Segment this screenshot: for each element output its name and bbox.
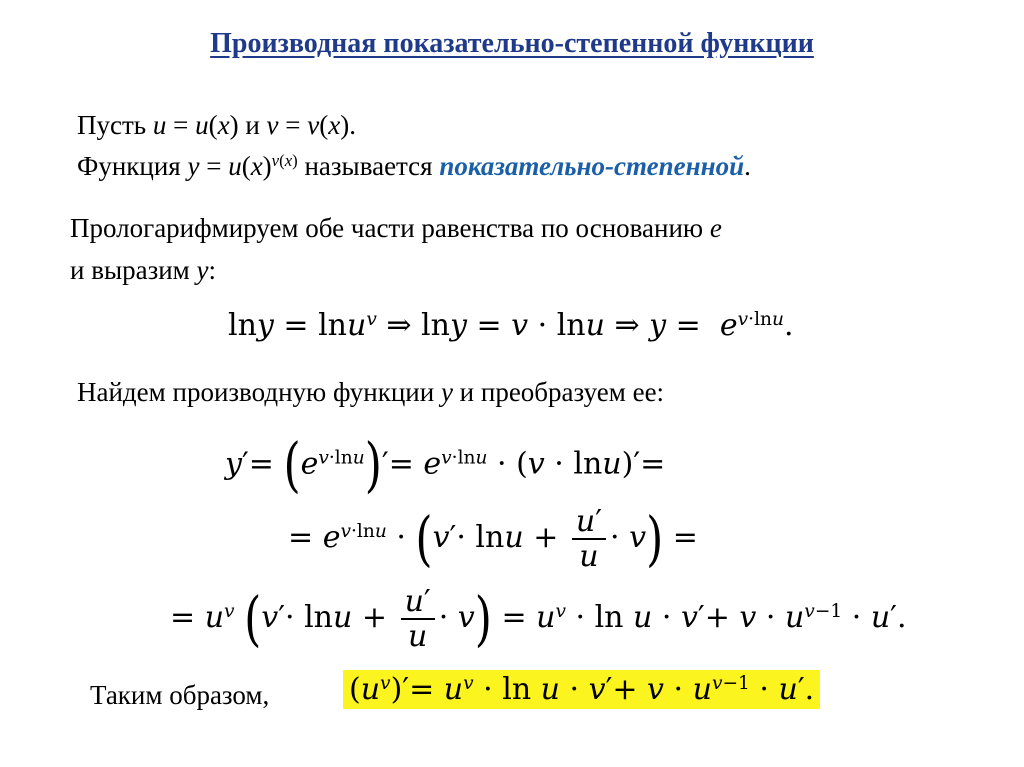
- logarithm-instruction-line-2: и выразим y:: [70, 255, 217, 285]
- formula-derivative-line-2: = $e^{v\cdot lnu} \cdot (v'\cdot \ln u$ + $\frac{u'}{u}$ · v) =: [288, 504, 698, 574]
- definition-line-1: Пусть u = u(x) и v = v(x).: [77, 110, 356, 140]
- formula-derivative-line-3: = $u^v$ (v′· lnu + $\frac{u'}{u}$ · $v) = u^v \cdot \ln u \cdot v'+ v \cdot u^{v-1} \cdot u'$.: [170, 584, 907, 654]
- base-e: e: [709, 213, 722, 243]
- page-title: Производная показательно-степенной функции: [210, 28, 814, 59]
- derivative-instruction: Найдем производную функции y и преобразуем ее:: [77, 377, 665, 407]
- formula-derivative-line-1: $y'= (e^{v\cdot lnu})'= e^{v\cdot lnu} \cdot (v \cdot \ln u)'=$: [225, 431, 666, 500]
- function-word: Функция: [77, 151, 188, 181]
- formula-logarithm: lny = lnu$^v$ ⇒ lny = v · lnu ⇒ $y = e^{v\cdot lnu}$.: [228, 308, 794, 343]
- definition-line-2: Функция $y = u(x)^{v(x)}$ называется показательно-степенной.: [77, 150, 751, 181]
- and-word: и: [238, 110, 267, 140]
- term-highlight: показательно-степенной: [439, 151, 745, 181]
- highlighted-result-formula: $(u^v)'= u^v \cdot \ln u \cdot v'+ v \cdot u^{v-1} \cdot u'$.: [343, 672, 820, 707]
- let-word: Пусть: [77, 110, 153, 140]
- conclusion-label: Таким образом,: [90, 680, 270, 710]
- is-called-word: называется: [297, 151, 440, 181]
- logarithm-instruction-line-1: Прологарифмируем обе части равенства по основанию e: [70, 213, 722, 243]
